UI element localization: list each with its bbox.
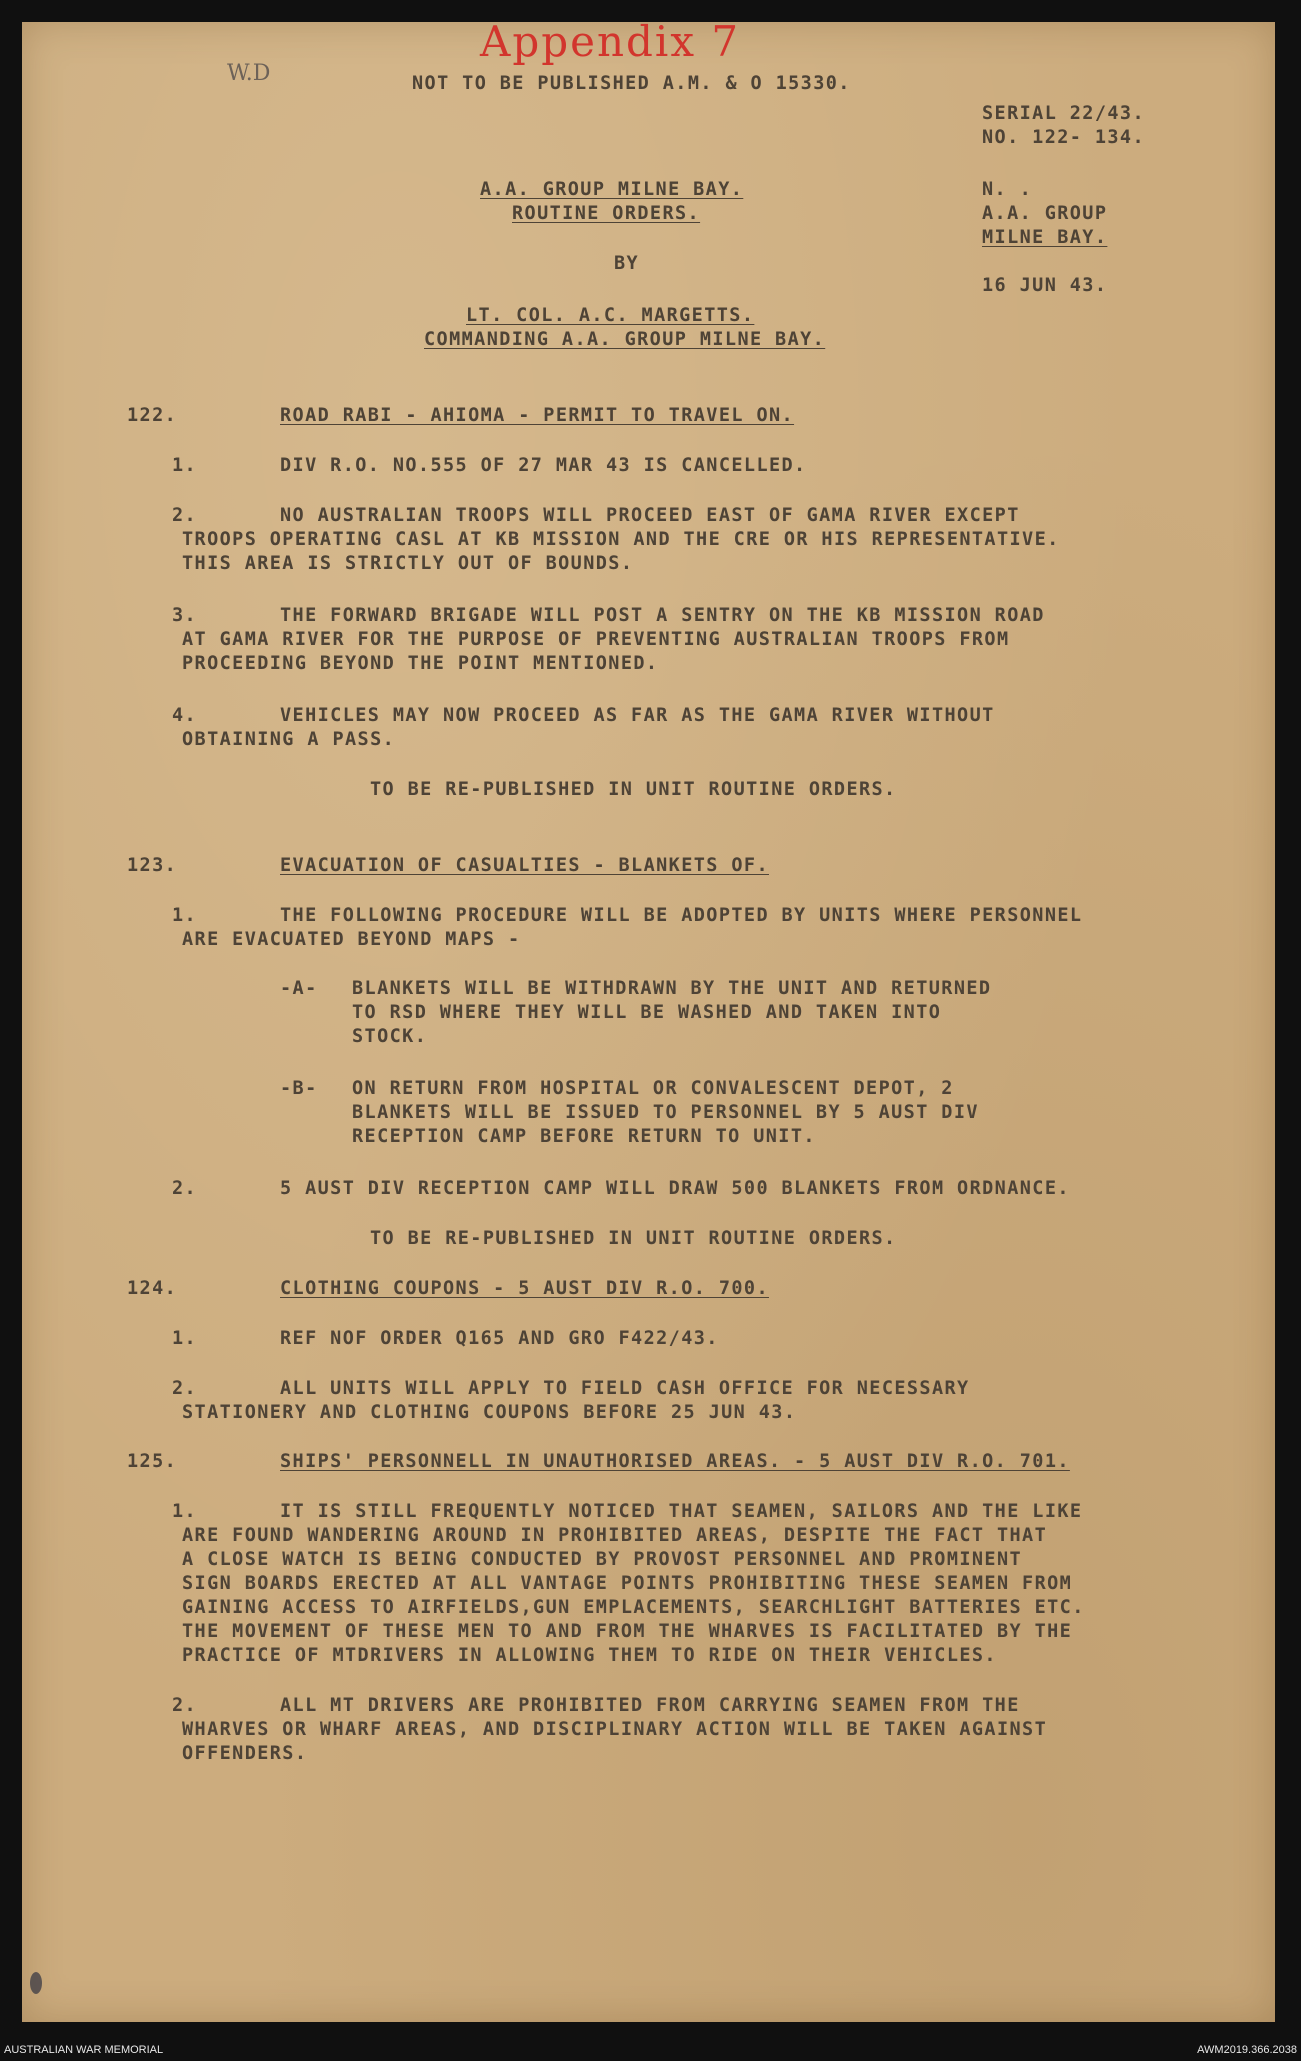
order-122-para-4-line: VEHICLES MAY NOW PROCEED AS FAR AS THE GAMA RIVER WITHOUT (280, 705, 995, 726)
order-122-para-2-line: NO AUSTRALIAN TROOPS WILL PROCEED EAST OF GAMA RIVER EXCEPT (280, 505, 1020, 526)
order-125-para-2-line: ALL MT DRIVERS ARE PROHIBITED FROM CARRYING SEAMEN FROM THE (280, 1695, 1020, 1716)
serial-number: SERIAL 22/43. (982, 103, 1145, 124)
ink-mark (30, 1972, 42, 1994)
order-124-para-1-number: 1. (172, 1328, 198, 1349)
restriction-line: NOT TO BE PUBLISHED A.M. & O 15330. (412, 73, 851, 94)
order-122-para-3-line: AT GAMA RIVER FOR THE PURPOSE OF PREVENTING AUSTRALIAN TROOPS FROM (182, 629, 1010, 650)
order-124-para-1: REF NOF ORDER Q165 AND GRO F422/43. (280, 1328, 719, 1349)
document-page (22, 17, 1275, 2022)
order-124-title: CLOTHING COUPONS - 5 AUST DIV R.O. 700. (280, 1278, 769, 1299)
order-125-para-1-line: THE MOVEMENT OF THESE MEN TO AND FROM THE WHARVES IS FACILITATED BY THE (182, 1621, 1073, 1642)
order-125-para-2-line: OFFENDERS. (182, 1743, 308, 1764)
wd-annotation: W.D (227, 61, 271, 86)
commanding-line: COMMANDING A.A. GROUP MILNE BAY. (424, 329, 826, 350)
appendix-annotation: Appendix 7 (480, 17, 741, 66)
order-122-para-1-number: 1. (172, 455, 198, 476)
order-123-sub-b-line: ON RETURN FROM HOSPITAL OR CONVALESCENT DEPOT, 2 (352, 1078, 954, 1099)
order-123-para-2-number: 2. (172, 1178, 198, 1199)
group-title: A.A. GROUP MILNE BAY. (480, 179, 744, 200)
right-group: A.A. GROUP (982, 203, 1108, 224)
order-122-para-2-number: 2. (172, 505, 198, 526)
order-124-number: 124. (127, 1278, 178, 1299)
order-122-para-3-line: PROCEEDING BEYOND THE POINT MENTIONED. (182, 653, 659, 674)
order-124-para-2-number: 2. (172, 1378, 198, 1399)
order-122-para-2-line: TROOPS OPERATING CASL AT KB MISSION AND THE CRE OR HIS REPRESENTATIVE. (182, 529, 1060, 550)
order-125-para-1-line: IT IS STILL FREQUENTLY NOTICED THAT SEAMEN, SAILORS AND THE LIKE (280, 1501, 1083, 1522)
order-125-title: SHIPS' PERSONNELL IN UNAUTHORISED AREAS. - 5 AUST DIV R.O. 701. (280, 1451, 1070, 1472)
order-125-number: 125. (127, 1451, 178, 1472)
order-125-para-2-number: 2. (172, 1695, 198, 1716)
order-123-para-1-line: ARE EVACUATED BEYOND MAPS - (182, 929, 521, 950)
order-123-para-2: 5 AUST DIV RECEPTION CAMP WILL DRAW 500 BLANKETS FROM ORDNANCE. (280, 1178, 1070, 1199)
order-123-para-1-number: 1. (172, 905, 198, 926)
commander-name: LT. COL. A.C. MARGETTS. (466, 305, 755, 326)
order-122-para-4-number: 4. (172, 705, 198, 726)
order-122-number: 122. (127, 405, 178, 426)
order-125-para-1-line: PRACTICE OF MTDRIVERS IN ALLOWING THEM TO RIDE ON THEIR VEHICLES. (182, 1645, 997, 1666)
order-125-para-1-line: A CLOSE WATCH IS BEING CONDUCTED BY PROVOST PERSONNEL AND PROMINENT (182, 1549, 1023, 1570)
order-123-sub-a-line: STOCK. (352, 1026, 428, 1047)
routine-orders-title: ROUTINE ORDERS. (512, 203, 701, 224)
right-no: N. . (982, 179, 1033, 200)
order-122-para-3-line: THE FORWARD BRIGADE WILL POST A SENTRY ON THE KB MISSION ROAD (280, 605, 1045, 626)
footer-accession-number: AWM2019.366.2038 (1197, 2044, 1297, 2056)
order-123-sub-a-line: BLANKETS WILL BE WITHDRAWN BY THE UNIT AND RETURNED (352, 978, 992, 999)
order-125-para-2-line: WHARVES OR WHARF AREAS, AND DISCIPLINARY ACTION WILL BE TAKEN AGAINST (182, 1719, 1048, 1740)
order-123-sub-b-line: RECEPTION CAMP BEFORE RETURN TO UNIT. (352, 1126, 816, 1147)
order-123-sub-a-line: TO RSD WHERE THEY WILL BE WASHED AND TAKEN INTO (352, 1002, 942, 1023)
order-125-para-1-line: SIGN BOARDS ERECTED AT ALL VANTAGE POINTS PROHIBITING THESE SEAMEN FROM (182, 1573, 1073, 1594)
right-place: MILNE BAY. (982, 227, 1108, 248)
order-numbers: NO. 122- 134. (982, 127, 1145, 148)
footer-credit: AUSTRALIAN WAR MEMORIAL (4, 2044, 164, 2056)
order-122-para-1: DIV R.O. NO.555 OF 27 MAR 43 IS CANCELLED. (280, 455, 807, 476)
order-123-sub-b-label: -B- (280, 1078, 318, 1099)
order-122-para-2-line: THIS AREA IS STRICTLY OUT OF BOUNDS. (182, 553, 634, 574)
order-123-title: EVACUATION OF CASUALTIES - BLANKETS OF. (280, 855, 769, 876)
order-123-republish: TO BE RE-PUBLISHED IN UNIT ROUTINE ORDERS. (370, 1228, 897, 1249)
order-122-republish: TO BE RE-PUBLISHED IN UNIT ROUTINE ORDERS. (370, 779, 897, 800)
by-line: BY (614, 253, 640, 274)
order-122-para-3-number: 3. (172, 605, 198, 626)
order-122-title: ROAD RABI - AHIOMA - PERMIT TO TRAVEL ON. (280, 405, 795, 426)
order-124-para-2-line: ALL UNITS WILL APPLY TO FIELD CASH OFFICE FOR NECESSARY (280, 1378, 970, 1399)
order-123-number: 123. (127, 855, 178, 876)
order-125-para-1-line: GAINING ACCESS TO AIRFIELDS,GUN EMPLACEMENTS, SEARCHLIGHT BATTERIES ETC. (182, 1597, 1085, 1618)
order-date: 16 JUN 43. (982, 275, 1108, 296)
order-123-para-1-line: THE FOLLOWING PROCEDURE WILL BE ADOPTED BY UNITS WHERE PERSONNEL (280, 905, 1083, 926)
order-123-sub-a-label: -A- (280, 978, 318, 999)
order-122-para-4-line: OBTAINING A PASS. (182, 729, 396, 750)
order-125-para-1-number: 1. (172, 1501, 198, 1522)
order-124-para-2-line: STATIONERY AND CLOTHING COUPONS BEFORE 25 JUN 43. (182, 1402, 797, 1423)
order-125-para-1-line: ARE FOUND WANDERING AROUND IN PROHIBITED AREAS, DESPITE THE FACT THAT (182, 1525, 1048, 1546)
order-123-sub-b-line: BLANKETS WILL BE ISSUED TO PERSONNEL BY 5 AUST DIV (352, 1102, 979, 1123)
